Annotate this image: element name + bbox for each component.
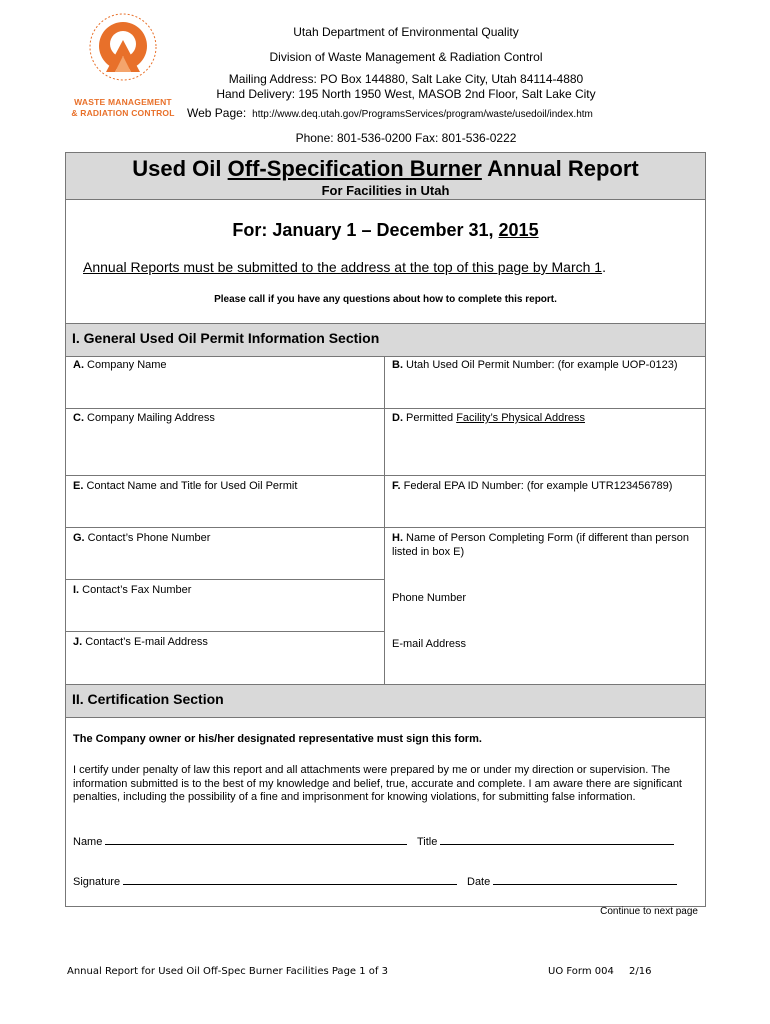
page-subtitle: For Facilities in Utah [321,183,450,198]
contact-fax-field[interactable]: I. Contact’s Fax Number [73,584,192,596]
continue-note: Continue to next page [600,906,698,917]
division-name: Division of Waste Management & Radiation Control [269,50,543,64]
web-url-link[interactable]: http://www.deq.utah.gov/ProgramsServices/program/waste/usedoil/index.htm [252,109,593,120]
epa-id-field[interactable]: F. Federal EPA ID Number: (for example UTR123456789) [392,480,673,492]
signature-field[interactable]: Signature [73,874,457,888]
certification-statement: I certify under penalty of law this report and all attachments were prepared by me or under my direction or supervision. The information submitted is to the best of my knowledge and belief, true, accurate and complete. I am aware there are significant penalties, including the possibility of a fine and imprisonment for knowing violations, for submitting false information. [73,764,682,803]
preparer-phone-field[interactable]: Phone Number [392,592,466,604]
permit-number-field[interactable]: B. Utah Used Oil Permit Number: (for example UOP-0123) [392,359,678,371]
contact-note: Please call if you have any questions about how to complete this report. [214,294,557,305]
physical-address-field[interactable]: D. Permitted Facility’s Physical Address [392,412,585,424]
title-bar [66,153,705,200]
reporting-period: For: January 1 – December 31, 2015 [232,220,539,240]
contact-phone-field[interactable]: G. Contact’s Phone Number [73,532,211,544]
form-preparer-field[interactable]: H. Name of Person Completing Form (if different than person listed in box E) [392,532,689,558]
mailing-address-field[interactable]: C. Company Mailing Address [73,412,215,424]
footer-form-number: UO Form 004 [548,966,614,977]
contact-name-field[interactable]: E. Contact Name and Title for Used Oil Permit [73,480,298,492]
name-field[interactable]: Name [73,834,407,848]
company-name-field[interactable]: A. Company Name [73,359,167,371]
dwmrc-logo [58,10,188,122]
hand-delivery-address: Hand Delivery: 195 North 1950 West, MASOB 2nd Floor, Salt Lake City [216,87,596,101]
submission-deadline-note: Annual Reports must be submitted to the address at the top of this page by March 1. [83,259,606,275]
logo-text-line2: & RADIATION CONTROL [71,108,175,118]
date-field[interactable]: Date [467,874,677,888]
logo-text-line1: WASTE MANAGEMENT [74,97,172,107]
preparer-email-field[interactable]: E-mail Address [392,638,466,650]
web-label: Web Page: [187,106,247,120]
footer-page-info: Annual Report for Used Oil Off-Spec Burner Facilities Page 1 of 3 [67,966,388,977]
contact-email-field[interactable]: J. Contact’s E-mail Address [73,636,208,648]
dwmrc-logo-icon [86,10,160,90]
section-certification-header: II. Certification Section [66,684,705,718]
agency-name: Utah Department of Environmental Quality [293,25,519,39]
web-page [187,106,593,120]
section-general-info-header: I. General Used Oil Permit Information Section [66,323,705,357]
phone-fax: Phone: 801-536-0200 Fax: 801-536-0222 [295,131,517,145]
signature-requirement: The Company owner or his/her designated representative must sign this form. [73,733,482,745]
title-field[interactable]: Title [417,834,674,848]
report-form [65,152,706,907]
mailing-address: Mailing Address: PO Box 144880, Salt Lake City, Utah 84114-4880 [228,72,584,86]
footer-revision-date: 2/16 [629,966,652,977]
page-title: Used Oil Off-Specification Burner Annual Report [132,156,639,181]
